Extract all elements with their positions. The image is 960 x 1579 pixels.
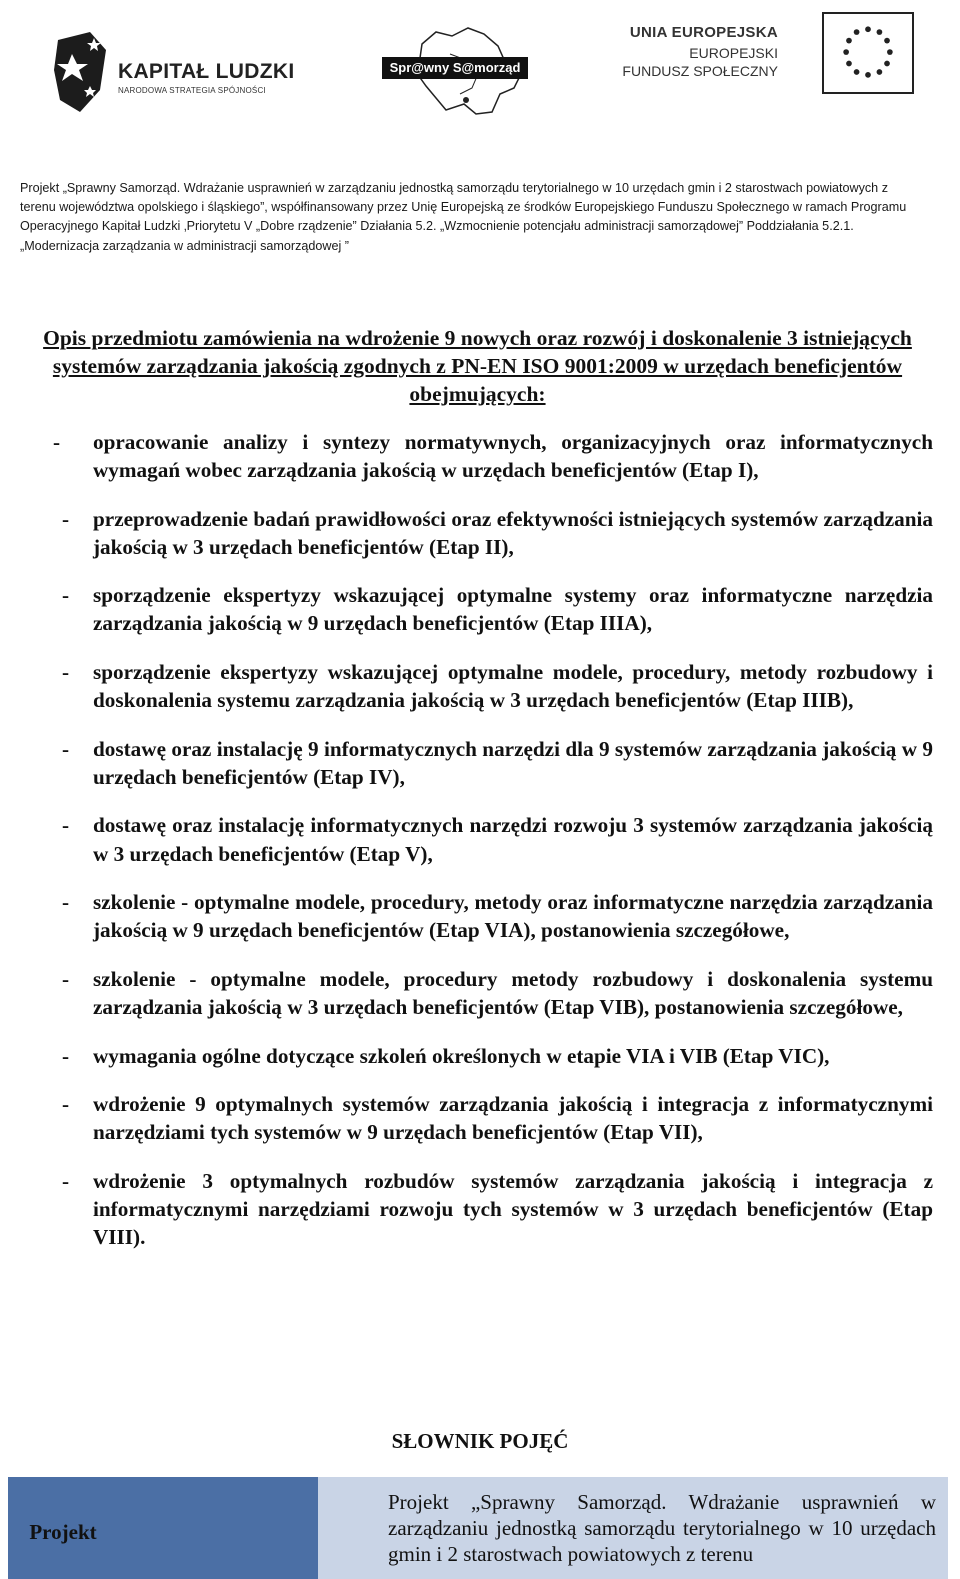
- glossary-heading: SŁOWNIK POJĘĆ: [391, 1429, 569, 1453]
- list-dash: -: [62, 583, 70, 608]
- list-item-text: szkolenie - optymalne modele, procedury, metody oraz informatyczne narzędzia zarządzania jakością w 9 urzędach beneficjentów (Etap VIA), postanowienia szczegółowe,: [93, 890, 933, 943]
- list-dash: -: [62, 1092, 70, 1117]
- list-item: [0, 581, 933, 637]
- glossary-definition: Projekt „Sprawny Samorząd. Wdrażanie usprawnień w zarządzaniu jednostką samorządu terytorialnego w 10 urzędach gmin i 2 starostwach powiatowych z terenu: [318, 1477, 948, 1579]
- list-item: [0, 1042, 933, 1070]
- glossary-term-cell: [8, 1477, 318, 1579]
- ue-line-1: UNIA EUROPEJSKA: [629, 24, 778, 41]
- list-item-text: dostawę oraz instalację 9 informatycznych narzędzi dla 9 systemów zarządzania jakością w 9 urzędach beneficjentów (Etap IV),: [93, 736, 933, 789]
- sprawny-samorzad-label: Spr@wny S@morząd: [382, 57, 528, 79]
- table-row: [8, 1477, 948, 1579]
- list-item: [0, 1167, 933, 1251]
- glossary-table: [8, 1477, 948, 1579]
- scope-list: [0, 428, 960, 1272]
- list-item: [0, 811, 933, 867]
- eu-flag-icon: [822, 12, 914, 94]
- list-item: [0, 735, 933, 791]
- list-item-text: opracowanie analizy i syntezy normatywnych, organizacyjnych oraz informatycznych wymagań wobec zarządzania jakością w urzędach beneficjentów (Etap I),: [93, 430, 933, 483]
- list-item-text: wdrożenie 3 optymalnych rozbudów systemów zarządzania jakością i integracja z informatycznymi narzędziami rozwoju tych systemów w 3 urzędach beneficjentów (Etap VIII).: [93, 1168, 933, 1249]
- list-dash: -: [62, 506, 70, 531]
- project-info-text: Projekt „Sprawny Samorząd. Wdrażanie usprawnień w zarządzaniu jednostką samorządu terytorialnego w 10 urzędach gmin i 2 starostwach powiatowych z terenu województwa opolskiego i śląskiego”, współfinansowany przez Unię Europejską ze środków Europejskiego Funduszu Społecznego w ramach Programu Operacyjnego Kapitał Ludzki ‚Priorytetu V „Dobre rządzenie” Działania 5.2. „Wzmocnienie potencjału administracji samorządowej” Poddziałania 5.2.1. „Modernizacja zarządzania w administracji samorządowej ”: [20, 181, 907, 253]
- list-item: [0, 658, 933, 714]
- document-title: Opis przedmiotu zamówienia na wdrożenie 9 nowych oraz rozwój i doskonalenie 3 istniejących systemów zarządzania jakością zgodnych z PN-EN ISO 9001:2009 w urzędach beneficjentów obejmujących:: [43, 326, 912, 406]
- list-dash: -: [62, 660, 70, 685]
- list-dash: -: [62, 736, 70, 761]
- list-item: [0, 428, 933, 484]
- list-item-text: szkolenie - optymalne modele, procedury metody rozbudowy i doskonalenia systemu zarządzania jakością w 3 urzędach beneficjentów (Etap VIB), postanowienia szczegółowe,: [93, 966, 933, 1019]
- list-item-text: sporządzenie ekspertyzy wskazującej optymalne modele, procedury, metody rozbudowy i doskonalenia systemu zarządzania jakością w 3 urzędach beneficjentów (Etap IIIB),: [93, 660, 933, 713]
- list-dash: -: [53, 430, 61, 454]
- list-item-text: wdrożenie 9 optymalnych systemów zarządzania jakością i integracja z informatycznymi narzędziami tych systemów w 9 urzędach beneficjentów (Etap VII),: [93, 1092, 933, 1145]
- ue-line-2: EUROPEJSKI: [689, 45, 778, 61]
- list-dash: -: [62, 1168, 70, 1193]
- list-dash: -: [62, 1043, 70, 1068]
- list-dash: -: [62, 813, 70, 838]
- kapital-ludzki-title: KAPITAŁ LUDZKI: [118, 60, 295, 83]
- ue-line-3: FUNDUSZ SPOŁECZNY: [622, 63, 778, 79]
- list-item-text: dostawę oraz instalację informatycznych narzędzi rozwoju 3 systemów zarządzania jakością w 3 urzędach beneficjentów (Etap V),: [93, 813, 933, 866]
- header-logos: [0, 0, 960, 130]
- list-item-text: wymagania ogólne dotyczące szkoleń określonych w etapie VIA i VIB (Etap VIC),: [93, 1043, 830, 1068]
- unia-europejska-logo: [620, 12, 920, 96]
- sprawny-samorzad-logo: [380, 24, 550, 120]
- glossary-term: Projekt: [29, 1519, 97, 1544]
- list-item: [0, 1090, 933, 1146]
- list-item: [0, 505, 933, 561]
- kapital-ludzki-subtitle: NARODOWA STRATEGIA SPÓJNOŚCI: [118, 86, 266, 95]
- list-item-text: przeprowadzenie badań prawidłowości oraz efektywności istniejących systemów zarządzania jakością w 3 urzędach beneficjentów (Etap II),: [93, 506, 933, 559]
- list-dash: -: [62, 966, 70, 991]
- kapital-ludzki-mark-icon: [50, 30, 112, 114]
- list-item: [0, 888, 933, 944]
- list-item: [0, 965, 933, 1021]
- kapital-ludzki-logo: [50, 30, 295, 114]
- list-item-text: sporządzenie ekspertyzy wskazującej optymalne systemy oraz informatyczne narzędzia zarządzania jakością w 9 urzędach beneficjentów (Etap IIIA),: [93, 583, 933, 636]
- list-dash: -: [62, 890, 70, 915]
